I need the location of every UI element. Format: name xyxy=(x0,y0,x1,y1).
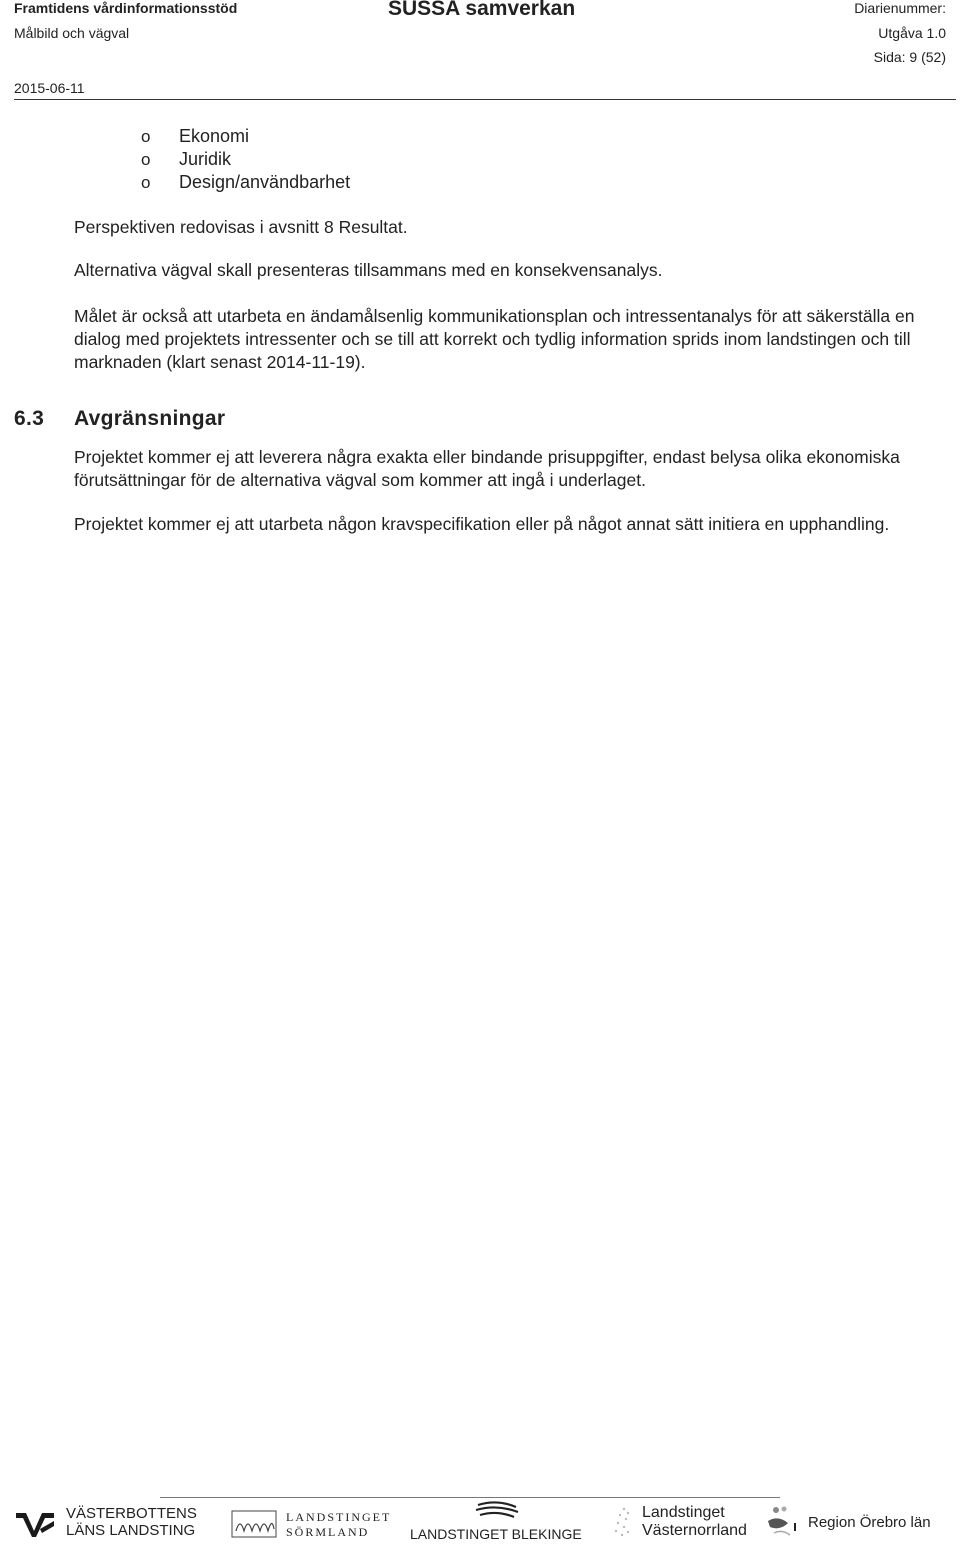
bullet-icon: o xyxy=(141,150,151,169)
paragraph-limitation-pricing: Projektet kommer ej att leverera några exakta eller bindande prisuppgifter, endast belysa olika ekonomiska förutsättningar för de alternativa vägval som kommer att ingå i underlaget. xyxy=(74,447,900,490)
blekinge-name: LANDSTINGET BLEKINGE xyxy=(410,1526,582,1542)
blekinge-logo xyxy=(408,1505,588,1541)
sormland-line2: SÖRMLAND xyxy=(286,1525,370,1539)
list-item-label: Ekonomi xyxy=(179,126,250,146)
doc-title: Framtidens vårdinformationsstöd xyxy=(14,0,238,16)
vasternorrland-dots-icon xyxy=(608,1505,634,1541)
vasterbotten-line2: LÄNS LANDSTING xyxy=(66,1522,196,1539)
orebro-emblem-icon xyxy=(764,1505,800,1539)
paragraph-alternatives: Alternativa vägval skall presenteras tillsammans med en konsekvensanalys. xyxy=(74,260,663,280)
list-item-label: Design/användbarhet xyxy=(179,172,351,192)
paragraph-goal: Målet är också att utarbeta en ändamålsenlig kommunikationsplan och intressentanalys för att säkerställa en dialog med projektets intressenter och se till att korrekt och tydlig information sprids inom landstingen och till marknaden (klart senast 2014-11-19). xyxy=(74,306,915,372)
section-title: Avgränsningar xyxy=(74,407,226,430)
vasternorrland-line1: Landstinget xyxy=(642,1504,725,1521)
orebro-name: Region Örebro län xyxy=(808,1514,931,1531)
doc-date: 2015-06-11 xyxy=(14,80,85,96)
sormland-logo xyxy=(230,1505,400,1541)
section-number: 6.3 xyxy=(14,407,45,430)
vasternorrland-logo xyxy=(608,1505,768,1541)
list-item-label: Juridik xyxy=(179,149,232,169)
project-name: SUSSA samverkan xyxy=(388,0,576,20)
edition-label: Utgåva 1.0 xyxy=(878,25,946,41)
bullet-icon: o xyxy=(141,173,151,192)
vasternorrland-line2: Västernorrland xyxy=(642,1522,747,1539)
page-number: Sida: 9 (52) xyxy=(873,49,946,65)
section-heading xyxy=(14,407,225,431)
blekinge-wave-icon xyxy=(472,1501,522,1523)
paragraph-limitation-procurement: Projektet kommer ej att utarbeta någon kravspecifikation eller på något annat sätt initiera en upphandling. xyxy=(74,514,890,534)
sormland-line1: LANDSTINGET xyxy=(286,1510,392,1524)
orebro-logo xyxy=(764,1505,944,1541)
header-divider xyxy=(14,99,956,100)
footer-divider xyxy=(160,1497,780,1498)
vasterbotten-line1: VÄSTERBOTTENS xyxy=(66,1505,197,1522)
paragraph-perspectives: Perspektiven redovisas i avsnitt 8 Resultat. xyxy=(74,217,408,237)
vasterbotten-mark-icon xyxy=(14,1509,56,1539)
doc-subtitle: Målbild och vägval xyxy=(14,25,130,41)
vasterbotten-logo xyxy=(14,1505,214,1541)
bullet-icon: o xyxy=(141,127,151,146)
sormland-crest-icon xyxy=(230,1507,278,1541)
diary-number-label: Diarienummer: xyxy=(854,0,946,16)
